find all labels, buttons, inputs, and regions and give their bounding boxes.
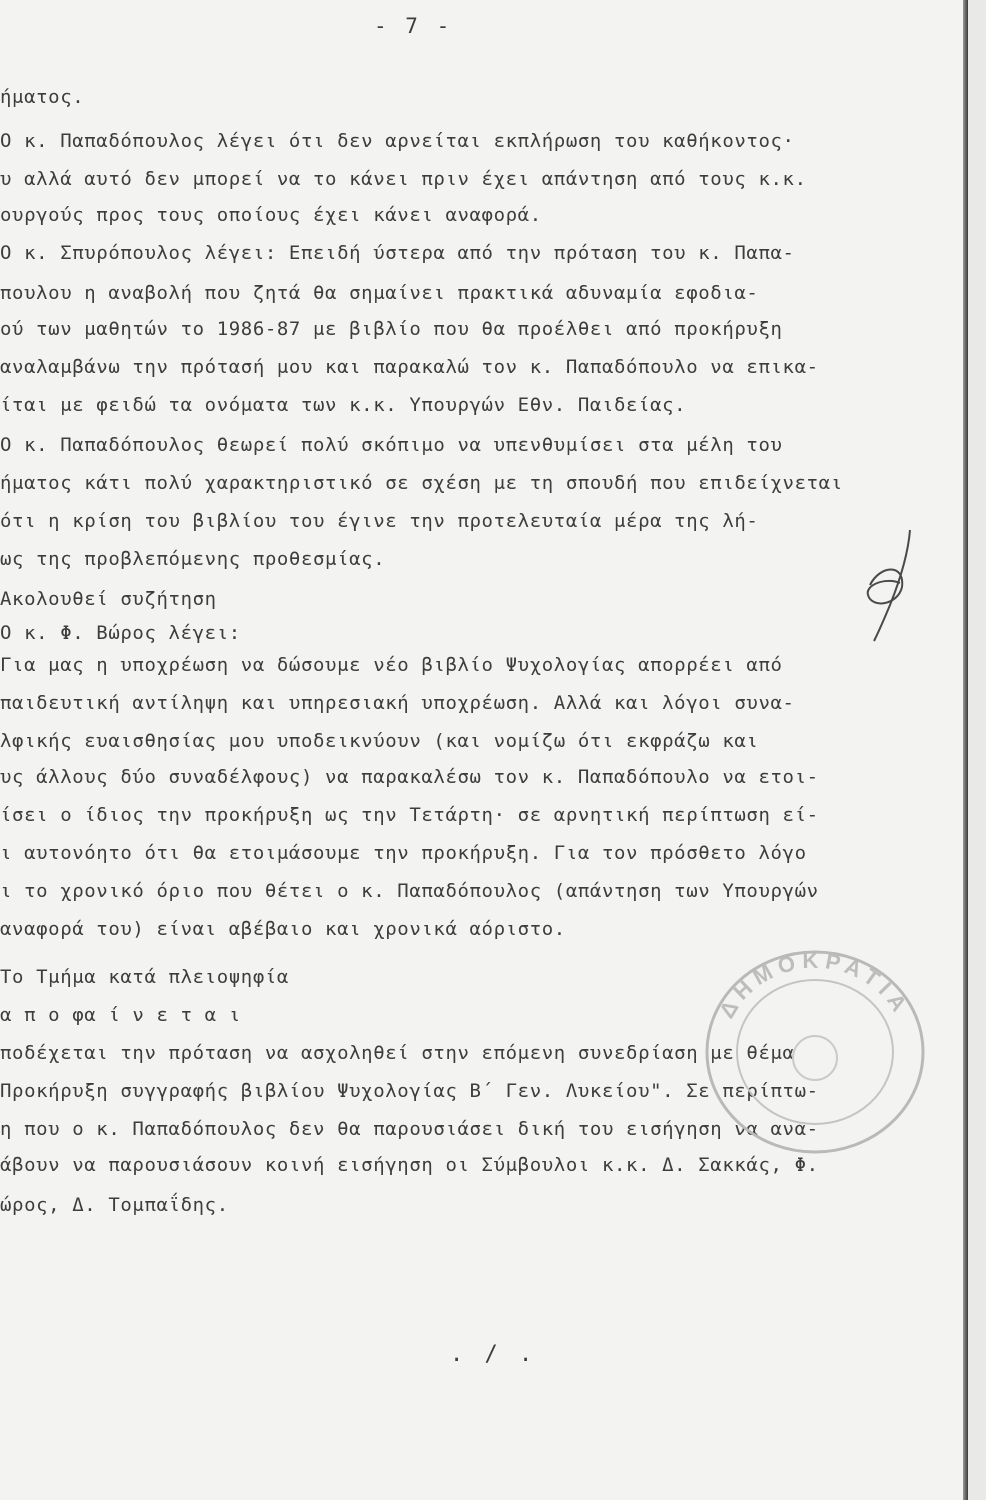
official-stamp-icon bbox=[690, 940, 940, 1170]
text-line: άβουν να παρουσιάσουν κοινή εισήγηση οι Σύμβουλοι κ.κ. Δ. Σακκάς, Φ. bbox=[0, 1154, 819, 1176]
text-line: ού των μαθητών το 1986-87 με βιβλίο που θα προέλθει από προκήρυξη bbox=[0, 318, 783, 340]
signature-icon bbox=[850, 525, 930, 645]
text-line: υς άλλους δύο συναδέλφους) να παρακαλέσω τον κ. Παπαδόπουλο να ετοι- bbox=[0, 766, 819, 788]
svg-text:ΔΗΜΟΚΡΑΤΙΑ bbox=[714, 948, 915, 1023]
text-line: αναλαμβάνω την πρότασή μου και παρακαλώ τον κ. Παπαδόπουλο να επικα- bbox=[0, 356, 819, 378]
text-line: Ο κ. Παπαδόπουλος λέγει ότι δεν αρνείται εκπλήρωση του καθήκοντος· bbox=[0, 130, 795, 152]
text-line: η που ο κ. Παπαδόπουλος δεν θα παρουσιάσει δική του εισήγηση να ανα- bbox=[0, 1118, 819, 1140]
section-heading: Ακολουθεί συζήτηση bbox=[0, 588, 217, 610]
text-line: αναφορά του) είναι αβέβαιο και χρονικά αόριστο. bbox=[0, 918, 566, 940]
stamp-text: ΔΗΜΟΚΡΑΤΙΑ bbox=[713, 947, 916, 1023]
text-line: ποδέχεται την πρόταση να ασχοληθεί στην επόμενη συνεδρίαση με θέμα bbox=[0, 1042, 795, 1064]
text-line: ώρος, Δ. Τομπαΐδης. bbox=[0, 1194, 229, 1216]
text-line: Το Τμήμα κατά πλειοψηφία bbox=[0, 966, 289, 988]
page-number: - 7 - bbox=[374, 14, 453, 38]
text-line: ίσει ο ίδιος την προκήρυξη ως την Τετάρτη· σε αρνητική περίπτωση εί- bbox=[0, 804, 819, 826]
text-line: Για μας η υποχρέωση να δώσουμε νέο βιβλίο Ψυχολογίας απορρέει από bbox=[0, 654, 783, 676]
text-line: ήματος. bbox=[0, 86, 85, 108]
page-edge bbox=[968, 0, 986, 1500]
text-line: υ αλλά αυτό δεν μπορεί να το κάνει πριν έχει απάντηση από τους κ.κ. bbox=[0, 168, 807, 190]
text-line: ι το χρονικό όριο που θέτει ο κ. Παπαδόπουλος (απάντηση των Υπουργών bbox=[0, 880, 819, 902]
text-line: πουλου η αναβολή που ζητά θα σημαίνει πρακτικά αδυναμία εφοδια- bbox=[0, 282, 759, 304]
text-line: Προκήρυξη συγγραφής βιβλίου Ψυχολογίας Β΄ Γεν. Λυκείου". Σε περίπτω- bbox=[0, 1080, 819, 1102]
text-line: λφικής ευαισθησίας μου υποδεικνύουν (και νομίζω ότι εκφράζω και bbox=[0, 730, 759, 752]
decision-heading: α π ο φα ί ν ε τ α ι bbox=[0, 1004, 241, 1026]
text-line: ήματος κάτι πολύ χαρακτηριστικό σε σχέση με τη σπουδή που επιδείχνεται bbox=[0, 472, 843, 494]
text-line: παιδευτική αντίληψη και υπηρεσιακή υποχρέωση. Αλλά και λόγοι συνα- bbox=[0, 692, 795, 714]
text-line: ι αυτονόητο ότι θα ετοιμάσουμε την προκήρυξη. Για τον πρόσθετο λόγο bbox=[0, 842, 807, 864]
text-line: Ο κ. Σπυρόπουλος λέγει: Επειδή ύστερα από την πρόταση του κ. Παπα- bbox=[0, 242, 795, 264]
text-line: ως της προβλεπόμενης προθεσμίας. bbox=[0, 548, 386, 570]
text-line: ίται με φειδώ τα ονόματα των κ.κ. Υπουργών Εθν. Παιδείας. bbox=[0, 394, 687, 416]
text-line: Ο κ. Φ. Βώρος λέγει: bbox=[0, 622, 241, 644]
page-binding-edge bbox=[963, 0, 968, 1500]
text-line: Ο κ. Παπαδόπουλος θεωρεί πολύ σκόπιμο να υπενθυμίσει στα μέλη του bbox=[0, 434, 783, 456]
text-line: ότι η κρίση του βιβλίου του έγινε την προτελευταία μέρα της λή- bbox=[0, 510, 759, 532]
continuation-mark: . / . bbox=[450, 1342, 537, 1367]
text-line: ουργούς προς τους οποίους έχει κάνει αναφορά. bbox=[0, 204, 542, 226]
